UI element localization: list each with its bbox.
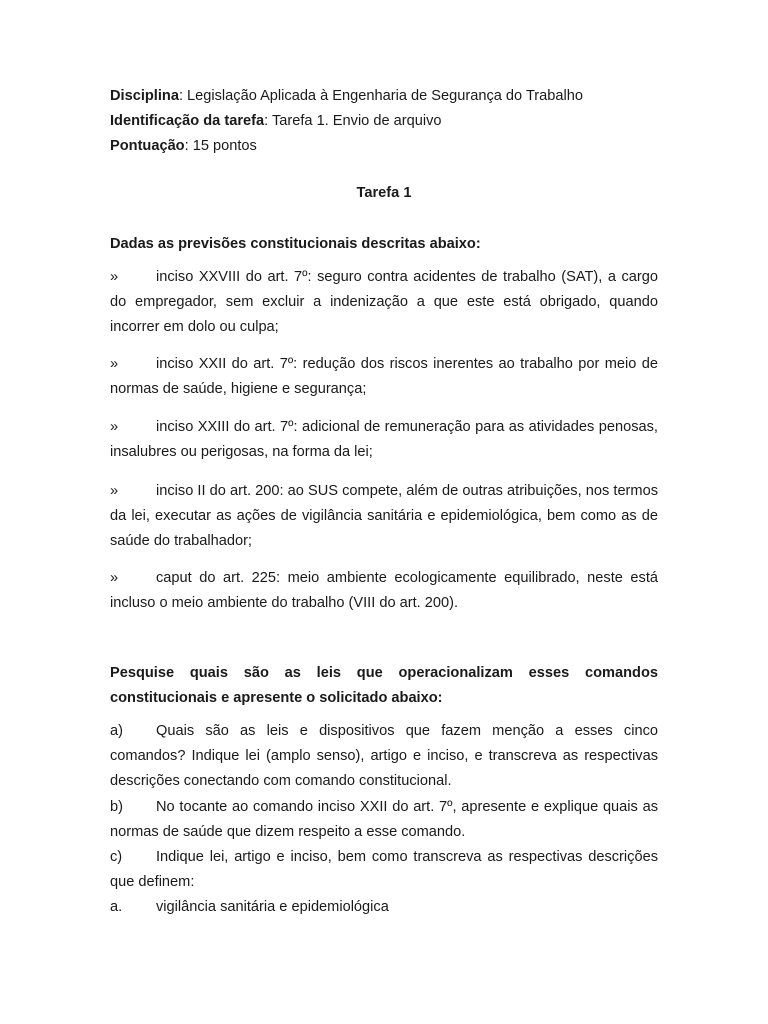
- question-marker: b): [110, 798, 123, 815]
- list-item-text: inciso XXVIII do art. 7º: seguro contra acidentes de trabalho (SAT), a cargo do empregador, sem excluir a indenização a que este está obrigado, quando incorrer em dolo ou culpa;: [110, 269, 658, 336]
- list-item-text: inciso XXIII do art. 7º: adicional de remuneração para as atividades penosas, insalubres ou perigosas, na forma da lei;: [110, 419, 658, 461]
- task-header: [110, 84, 658, 159]
- discipline-label: Disciplina: [110, 88, 179, 104]
- page-title: Tarefa 1: [356, 185, 412, 201]
- list-item: [110, 479, 658, 555]
- discipline-value: : Legislação Aplicada à Engenharia de Segurança do Trabalho: [178, 88, 583, 104]
- score-label: Pontuação: [110, 138, 185, 154]
- section1-heading: Dadas as previsões constitucionais descritas abaixo:: [110, 236, 481, 252]
- question-list: [110, 719, 658, 921]
- question-marker: c): [110, 849, 123, 866]
- list-item: [110, 352, 658, 402]
- score-line: [110, 134, 658, 159]
- list-item-text: caput do art. 225: meio ambiente ecologicamente equilibrado, neste está incluso o meio ambiente do trabalho (VIII do art. 200).: [110, 570, 658, 612]
- bullet-marker: »: [110, 269, 119, 285]
- question-text: vigilância sanitária e epidemiológica: [156, 899, 389, 916]
- score-value: : 15 pontos: [184, 138, 257, 154]
- question-text: Quais são as leis e dispositivos que fazem menção a esses cinco comandos? Indique lei (amplo senso), artigo e inciso, e transcreva as respectivas descrições conectando com comando constitucional.: [110, 723, 658, 790]
- question-item: [110, 845, 658, 895]
- list-item: [110, 566, 658, 616]
- question-text: No tocante ao comando inciso XXII do art. 7º, apresente e explique quais as normas de saúde que dizem respeito a esse comando.: [110, 798, 658, 840]
- task-id-value: : Tarefa 1. Envio de arquivo: [264, 113, 442, 129]
- list-item: [110, 415, 658, 465]
- task-id-label: Identificação da tarefa: [110, 113, 265, 129]
- question-marker: a): [110, 723, 123, 739]
- question-item: [110, 795, 658, 845]
- question-marker: a.: [110, 899, 123, 916]
- list-item-text: inciso XXII do art. 7º: redução dos riscos inerentes ao trabalho por meio de normas de saúde, higiene e segurança;: [110, 356, 658, 398]
- question-item: [110, 895, 658, 920]
- bullet-marker: »: [110, 419, 119, 435]
- list-item: [110, 265, 658, 341]
- discipline-line: [110, 84, 658, 109]
- bullet-marker: »: [110, 483, 119, 499]
- task-id-line: [110, 109, 658, 134]
- section2-heading: Pesquise quais são as leis que operacionalizam esses comandos constitucionais e apresente o solicitado abaixo:: [110, 665, 658, 707]
- list-item-text: inciso II do art. 200: ao SUS compete, além de outras atribuições, nos termos da lei, executar as ações de vigilância sanitária e epidemiológica, bem como as de saúde do trabalhador;: [110, 483, 658, 550]
- bullet-marker: »: [110, 570, 119, 586]
- bullet-marker: »: [110, 356, 119, 372]
- question-text: Indique lei, artigo e inciso, bem como transcreva as respectivas descrições que definem:: [110, 849, 658, 891]
- question-item: [110, 719, 658, 795]
